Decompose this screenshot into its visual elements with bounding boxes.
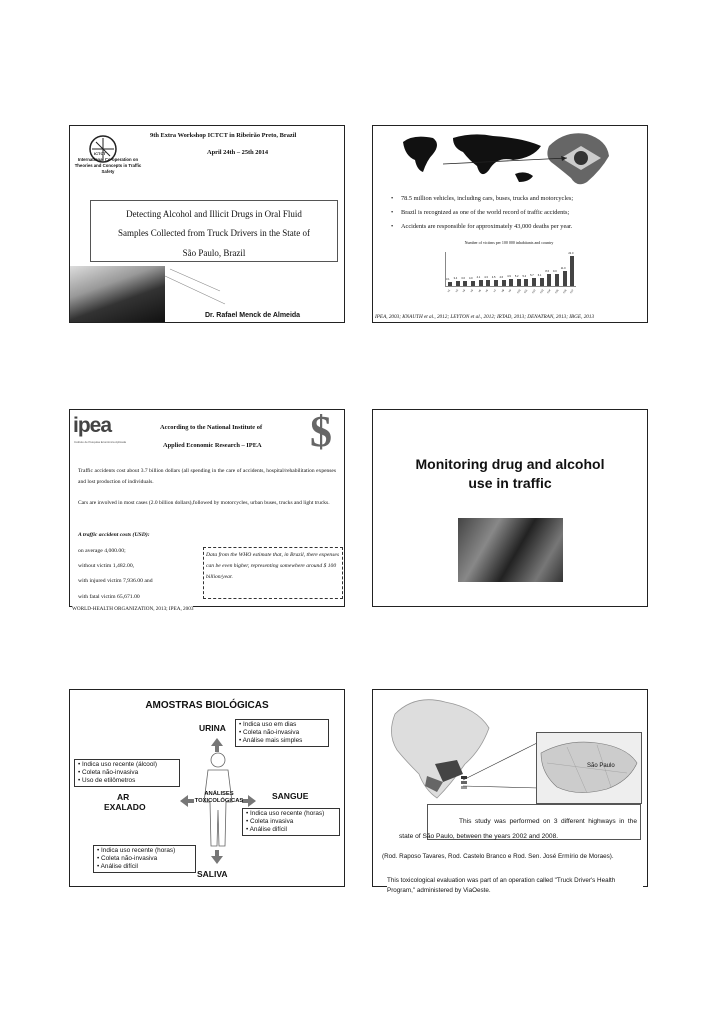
ar-notes <box>74 759 180 787</box>
urina-label: URINA <box>199 723 226 733</box>
sao-paulo-label: São Paulo <box>587 763 615 769</box>
chart-bar <box>555 274 559 286</box>
ipea-logo: ipea <box>73 414 112 437</box>
chart-data-label: 4.5 <box>491 275 496 279</box>
reference: IPEA, 2003; KNAUTH et al., 2012; LEYTON et al., 2012; IRTAD, 2013; DENATRAN, 2013; IBGE, 2013 <box>375 314 595 320</box>
vehicles-paragraph: Cars are involved in most cases (2.0 billion dollars),followed by motorcycles, urban buses, trucks and light trucks. <box>78 500 330 506</box>
author: Dr. Rafael Menck de Almeida <box>205 312 301 319</box>
urina-notes <box>235 719 329 747</box>
chart-bar <box>456 281 460 286</box>
chart-data-label: 3.6 <box>461 277 465 281</box>
chart-bar <box>547 274 551 286</box>
sangue-label: SANGUE <box>272 791 309 801</box>
chart-tick-label: c9 <box>508 289 513 294</box>
chart-data-label: 6.1 <box>537 273 542 277</box>
cost-title: A traffic accident costs (USD): <box>78 532 150 538</box>
urina-note-3: • Análise mais simples <box>239 737 303 744</box>
chart-bar <box>479 280 483 286</box>
chart-tick-label: c4 <box>469 289 474 294</box>
cost-line-fatal: with fatal victim 65,671.00 <box>78 594 140 600</box>
chart-tick-label: c6 <box>485 289 490 294</box>
study-text: This study was performed on 3 different highways in the state of São Paulo, between the years 2002 and 2008. <box>399 818 637 840</box>
chart-bar <box>524 279 528 286</box>
slide-title-line-2: use in traffic <box>468 475 552 491</box>
urina-note-2: • Coleta não-invasiva <box>239 729 300 736</box>
chart-data-label: 4.6 <box>499 275 504 279</box>
chart-tick-label: c12 <box>531 289 537 295</box>
chart-data-label: 4.1 <box>476 276 481 280</box>
chart-bar <box>563 271 567 286</box>
chart-plot-area <box>445 252 576 295</box>
cost-line-injured: with injured victim 7,936.00 and <box>78 578 153 584</box>
ar-note-3: • Uso de etilômetros <box>78 777 136 784</box>
chart-title: Number of victims per 100 000 inhabitants and country <box>464 240 554 245</box>
cost-line-no-victim: without victim 1,482.00, <box>78 563 135 569</box>
org-name: International Co-operation on Theories and Concepts in Traffic Safety <box>74 157 142 174</box>
ictct-logo-text: ICTCT <box>94 151 106 156</box>
program-text: This toxicological evaluation was part of an operation called "Truck Driver's Health Program," administered by ViaOeste. <box>387 876 643 896</box>
chart-tick-label: c11 <box>523 289 529 294</box>
saliva-note-3: • Análise difícil <box>97 863 138 870</box>
chart-tick-label: c14 <box>546 289 552 295</box>
chart-data-label: 5.7 <box>530 274 534 278</box>
slide-6 <box>372 689 648 894</box>
chart-data-label: 5.2 <box>514 274 519 278</box>
truck-dashboard-photo <box>70 266 165 322</box>
pointer-arrow <box>443 156 573 166</box>
slide-title-line-1: Monitoring drug and alcohol <box>415 456 605 472</box>
sangue-note-3: • Análise difícil <box>246 826 287 833</box>
chart-data-label: 4.9 <box>507 275 511 279</box>
map-connector-lines <box>463 740 543 790</box>
sangue-notes <box>242 808 340 836</box>
chart-data-label: 3.1 <box>446 277 450 281</box>
chart-data-label: 4.3 <box>484 276 488 280</box>
chart-tick-label: c8 <box>500 289 505 294</box>
chart-tick-label: c15 <box>554 289 560 295</box>
chart-bar <box>463 281 467 286</box>
saliva-note-1: • Indica uso recente (horas) <box>97 847 176 854</box>
chart-data-label: 8.6 <box>545 270 550 274</box>
ipea-logo-subtitle: Instituto de Pesquisa Econômica Aplicada <box>74 440 126 444</box>
reference: WORLD-HEALTH ORGANIZATION, 2013; IPEA, 2003 <box>72 606 194 612</box>
chart-bar <box>540 278 544 286</box>
who-note-box: Data from the WHO estimate that, in Brazil, there expenses can be even higher, representing somewhere around $ 100 billion/year. <box>203 547 343 599</box>
chart-bar <box>502 280 506 286</box>
roads-text: (Rod. Raposo Tavares, Rod. Castelo Branco e Rod. Sen. José Ermírio de Moraes). <box>382 853 614 860</box>
chart-bar <box>486 280 490 286</box>
title-line-1: Detecting Alcohol and Illicit Drugs in Oral Fluid <box>126 209 302 219</box>
stat-bullet-3: • Accidents are responsible for approximately 43,000 deaths per year. <box>401 223 572 230</box>
chart-data-label: 9.0 <box>553 269 557 273</box>
saliva-note-2: • Coleta não-invasiva <box>97 855 158 862</box>
arrow-down-icon <box>211 850 223 864</box>
dollar-icon: $ <box>310 407 332 456</box>
slide-2 <box>372 125 648 323</box>
chart-tick-label: c7 <box>492 289 497 294</box>
arrow-up-icon <box>211 738 223 752</box>
ar-note-1: • Indica uso recente (álcool) <box>78 761 157 768</box>
urina-note-1: • Indica uso em dias <box>239 721 297 728</box>
chart-bar <box>471 281 475 286</box>
chart-data-label: 11.0 <box>560 267 566 271</box>
chart-tick-label: c10 <box>516 289 522 295</box>
title-box <box>90 200 338 262</box>
chart-tick-label: c1 <box>446 289 452 294</box>
chart-tick-label: c3 <box>462 289 467 294</box>
checkpoint-photo <box>458 518 563 582</box>
chart-tick-label: c13 <box>539 289 545 295</box>
center-label-line-1: ANÁLISES <box>204 791 234 797</box>
chart-bar <box>448 282 452 286</box>
sangue-note-1: • Indica uso recente (horas) <box>246 810 325 817</box>
stat-bullet-1: • 78.5 million vehicles, including cars, buses, trucks and motorcycles; <box>401 195 573 202</box>
chart-data-label: 5.4 <box>522 274 527 278</box>
ar-label-line-2: EXALADO <box>104 802 146 812</box>
sao-paulo-map <box>536 732 642 804</box>
stat-bullet-2: • Brazil is recognized as one of the world record of traffic accidents; <box>401 209 569 216</box>
title-line-2: Samples Collected from Truck Drivers in the State of <box>118 228 310 238</box>
chart-data-label: 3.4 <box>453 277 458 281</box>
chart-tick-label: c16 <box>562 289 568 295</box>
costs-paragraph: Traffic accidents cost about 3.7 billion dollars (all spending in the care of accidents, hospital/rehabilitation expenses and lost production of individuals. <box>78 468 336 485</box>
chart-data-label: 22.0 <box>568 252 574 256</box>
ipea-heading-line-1: According to the National Institute of <box>160 424 263 431</box>
sangue-note-2: • Coleta invasiva <box>246 818 294 825</box>
ar-label-line-1: AR <box>117 792 130 802</box>
chart-bar <box>570 256 574 286</box>
title-line-3: São Paulo, Brazil <box>182 248 246 258</box>
slide-title: AMOSTRAS BIOLÓGICAS <box>145 700 269 711</box>
saliva-label: SALIVA <box>197 869 228 879</box>
chart-tick-label: c17 <box>569 289 575 295</box>
cost-line-average: on average 4,000.00; <box>78 548 126 554</box>
event-title: 9th Extra Workshop ICTCT in Ribeirão Preto, Brazil <box>150 132 297 139</box>
chart-data-label: 4.0 <box>468 276 473 280</box>
slide-1 <box>69 125 345 323</box>
slide-4 <box>372 409 648 607</box>
chart-bar <box>517 279 521 286</box>
chart-tick-label: c2 <box>454 289 459 294</box>
chart-bar <box>494 280 498 286</box>
slide-5 <box>69 689 345 887</box>
victims-chart <box>439 240 579 306</box>
saliva-notes <box>93 845 196 873</box>
center-label-line-2: TOXICOLÓGICAS <box>194 798 244 804</box>
chart-bar <box>509 279 513 286</box>
ar-note-2: • Coleta não-invasiva <box>78 769 139 776</box>
slide-3 <box>69 407 345 612</box>
chart-tick-label: c5 <box>477 289 482 294</box>
event-date: April 24th – 25th 2014 <box>207 149 269 156</box>
road-lines-graphic <box>165 266 225 306</box>
chart-bar <box>532 278 536 286</box>
ipea-heading-line-2: Applied Economic Research – IPEA <box>163 442 262 449</box>
